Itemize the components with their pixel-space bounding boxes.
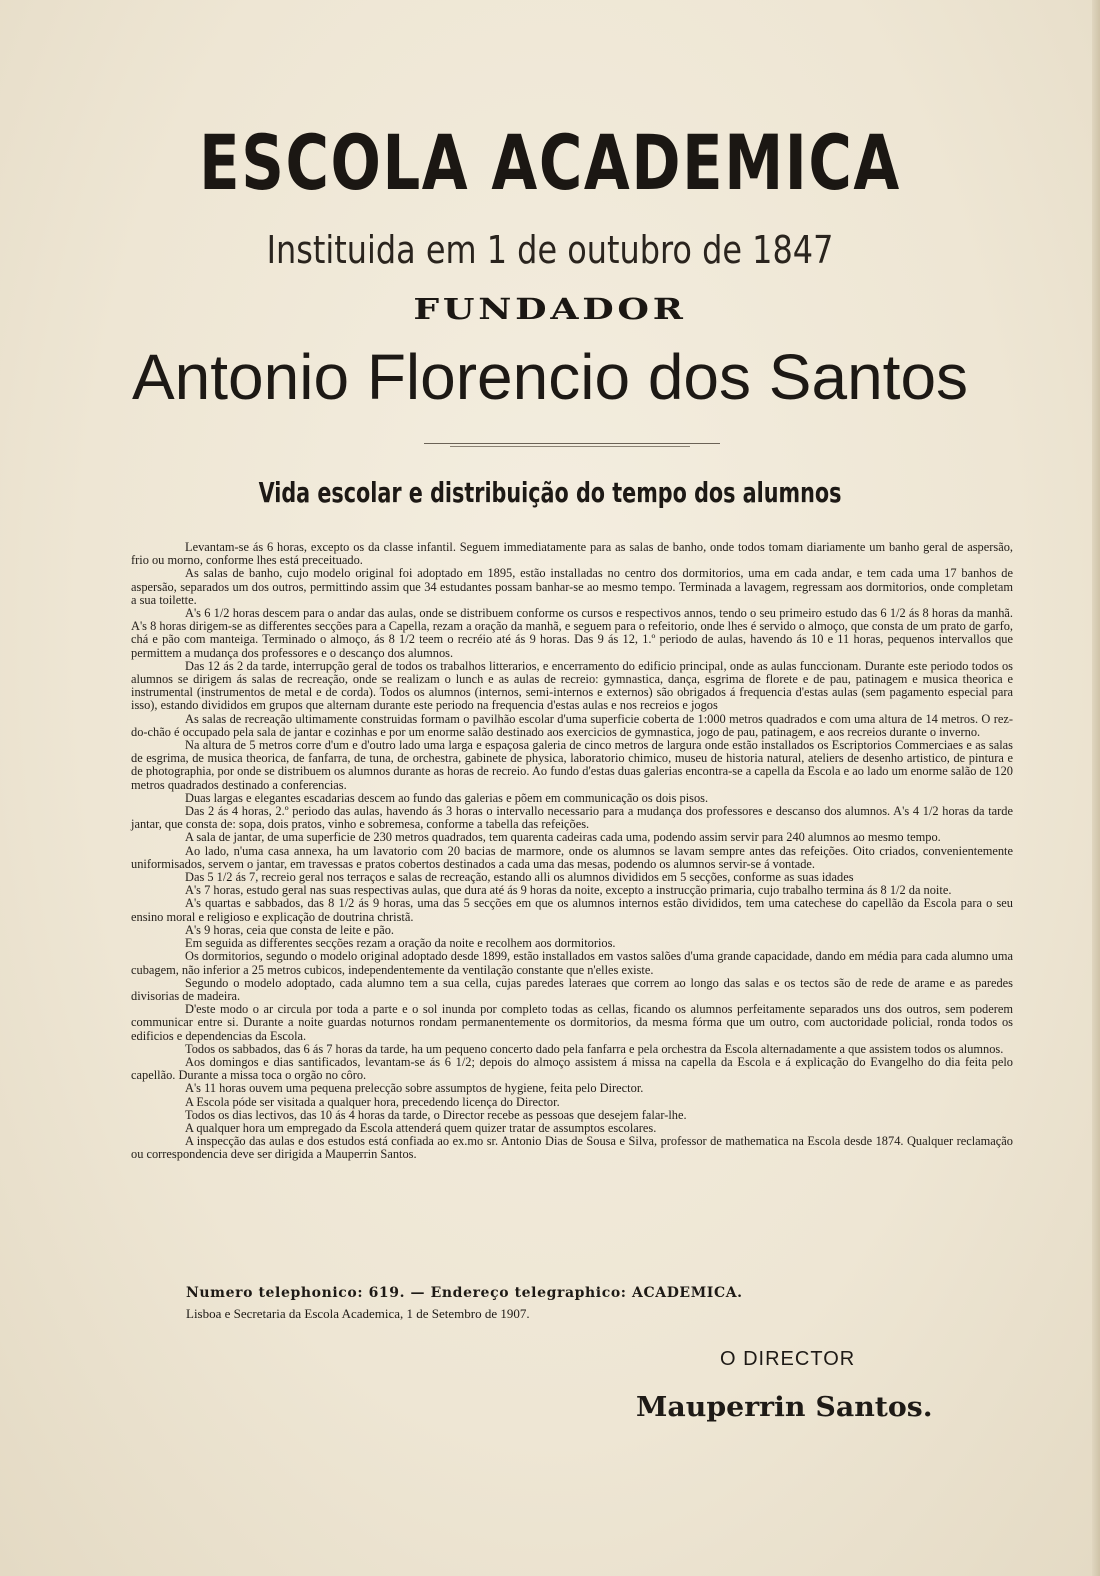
paragraph: Todos os dias lectivos, das 10 ás 4 horas da tarde, o Director recebe as pessoas que desejem falar-lhe. [185,1107,687,1122]
paragraph: As salas de recreação ultimamente construidas formam o pavilhão escolar d'uma superficie coberta de 1:000 metros quadrados e com uma altura de 14 metros. O rez-do-chão é occupado pela sala de jantar e cozinhas e por um enorme salão destinado aos exercicios de gymnastica, jogo de pau, patinagem, e aos recreios durante o inverno. [131,711,1013,739]
paragraph: A sala de jantar, de uma superficie de 230 metros quadrados, tem quarenta cadeiras cada uma, podendo assim servir para 240 alumnos ao mesmo tempo. [185,830,941,845]
paragraph: Aos domingos e dias santificados, levantam-se ás 6 1/2; depois do almoço assistem á missa na capella da Escola e á explicação do Evangelho do dia feita pelo capellão. Durante a missa toca o orgão no côro. [131,1054,1013,1083]
founding-date: Instituida em 1 de outubro de 1847 [266,228,834,272]
fundador-label: FUNDADOR [413,292,687,326]
founder-name: Antonio Florencio dos Santos [131,341,969,413]
page-edge [1092,0,1100,1576]
paragraph: Ao lado, n'uma casa annexa, ha um lavatorio com 20 bacias de marmore, onde os alumnos se lavam sempre antes das refeições. Oito criados, convenientemente uniformisados, servem o jantar, em travessas e pratos cobertos destinados a cada uma das mesas, podendo os alumnos servir-se á vontade. [131,843,1013,871]
paragraph: D'este modo o ar circula por toda a parte e o sol inunda por completo todas as cellas, ficando os alumnos perfeitamente separados uns dos outros, sem poderem communicar entre si. Durante a noite guardas noturnos rondam permanentemente os dormitorios, da mesma fórma que um outro, com auctoridade policial, ronda todos os edificios e dependencias da Escola. [131,1002,1013,1043]
page-title: ESCOLA ACADEMICA [199,118,901,207]
body-text [131,541,1013,1162]
paragraph: A's 6 1/2 horas descem para o andar das aulas, onde se distribuem conforme os cursos e respectivos annos, tendo o seu primeiro estudo das 6 1/2 ás 8 horas da manhã. A's 8 horas dirigem-se as differentes secções para a Capella, rezam a oração da manhã, e seguem para o refeitorio, onde lhes é servido o almoço, que consta de um prato de garfo, chá e pão com manteiga. Terminado o almoço, ás 8 1/2 teem o recréio até ás 9 horas. Das 9 ás 12, 1.º periodo de aulas, havendo ás 10 e 11 horas, pequenos intervallos que permittem a mudança dos professores e o descanço dos alumnos. [131,606,1013,660]
paragraph: Na altura de 5 metros corre d'um e d'outro lado uma larga e espaçosa galeria de cinco metros de largura onde estão installados os Escriptorios Commerciaes e as salas de esgrima, de musica theorica, de fanfarra, de tuna, de orchestra, gabinete de physica, laboratorio chimico, museu de historia natural, ateliers de desenho artistico, de pintura e de photographia, por onde se distribuem os alumnos durante as horas de recreio. Ao fundo d'estas duas galerias encontra-se a capella da Escola e ao lado um enorme salão de 120 metros quadrados destinado a conferencias. [131,738,1013,792]
paragraph: Todos os sabbados, das 6 ás 7 horas da tarde, ha um pequeno concerto dado pela fanfarra e pela orchestra da Escola alternadamente a que assistem todos os alumnos. [185,1041,1004,1056]
paragraph: Das 5 1/2 ás 7, recreio geral nos terraços e salas de recreação, estando alli os alumnos divididos em 5 secções, conforme as suas idades [185,870,854,885]
paragraph: Das 12 ás 2 da tarde, interrupção geral de todos os trabalhos litterarios, e encerramento do edificio principal, onde as aulas funccionam. Durante este periodo todos os alumnos se dirigem ás salas de recreação, onde se realizam o lunch e as aulas de recreio: gymnastica, dança, esgrima de florete e de pau, patinagem e musica theorica e instrumental (instrumentos de metal e de corda). Todos os alumnos (internos, semi-internos e externos) são obrigados á frequencia d'estas aulas (sem pagamento especial para isso), estando divididos em grupos que alternam durante este periodo na frequencia d'estas aulas e nos recreios e jogos [131,658,1013,713]
divider-rule [424,443,720,444]
paragraph: As salas de banho, cujo modelo original foi adoptado em 1895, estão installadas no centro dos dormitorios, uma em cada andar, e tem cada uma 17 banhos de aspersão, separados um dos outros, permittindo assim que 34 estudantes possam banhar-se ao mesmo tempo. Terminada a lavagem, regressam aos dormitorios, onde completam a sua toilette. [131,566,1013,607]
paragraph: Em seguida as differentes secções rezam a oração da noite e recolhem aos dormitorios. [185,936,616,951]
paragraph: Os dormitorios, segundo o modelo original adoptado desde 1899, estão installados em vastos salões d'uma grande capacidade, dando em média para cada alumno uma cubagem, não inferior a 25 metros cubicos, independentemente da ventilação constante que n'elles existe. [131,949,1013,977]
paragraph: A Escola póde ser visitada a qualquer hora, precedendo licença do Director. [185,1094,560,1109]
paragraph: Das 2 ás 4 horas, 2.º periodo das aulas, havendo ás 3 horas o intervallo necessario para a mudança dos professores e descanso dos alumnos. A's 4 1/2 horas da tarde jantar, que consta de: sopa, dois pratos, vinho e sobremesa, conforme a tabella das refeições. [131,804,1013,832]
paragraph: Levantam-se ás 6 horas, excepto os da classe infantil. Seguem immediatamente para as salas de banho, onde todos tomam diariamente um banho geral de aspersão, frio ou morno, conforme lhes está preceituado. [131,540,1013,568]
section-title: Vida escolar e distribuição do tempo dos alumnos [258,476,842,509]
paragraph: A's 11 horas ouvem uma pequena prelecção sobre assumptos de hygiene, feita pelo Director. [185,1081,644,1096]
date-line: Lisboa e Secretaria da Escola Academica, 1 de Setembro de 1907. [186,1306,530,1321]
paragraph: A qualquer hora um empregado da Escola attenderá quem quizer tratar de assumptos escolares. [185,1120,657,1135]
paragraph: A inspecção das aulas e dos estudos está confiada ao ex.mo sr. Antonio Dias de Sousa e Silva, professor de mathematica na Escola desde 1874. Qualquer reclamação ou correspondencia deve ser dirigida a Mauperrin Santos. [131,1134,1013,1162]
director-label: O DIRECTOR [720,1348,856,1370]
paragraph: A's 7 horas, estudo geral nas suas respectivas aulas, que dura até ás 9 horas da noite, excepto a instrucção primaria, cujo trabalho termina ás 8 1/2 da noite. [185,883,952,898]
paragraph: A's quartas e sabbados, das 8 1/2 ás 9 horas, uma das 5 secções em que os alumnos internos estão divididos, tem uma catechese do capellão da Escola para o seu ensino moral e religioso e explicação de doutrina christã. [131,896,1013,924]
paragraph: Duas largas e elegantes escadarias descem ao fundo das galerias e põem em communicação os dois pisos. [185,790,709,805]
paragraph: Segundo o modelo adoptado, cada alumno tem a sua cella, cujas paredes lateraes que correm ao longo das salas e os tectos são de rede de arame e as paredes divisorias de madeira. [131,975,1013,1003]
contact-line: Numero telephonico: 619. — Endereço telegraphico: ACADEMICA. [186,1285,743,1301]
director-signature: Mauperrin Santos. [636,1392,933,1423]
paragraph: A's 9 horas, ceia que consta de leite e pão. [185,922,395,937]
divider-rule-inner [450,446,690,447]
